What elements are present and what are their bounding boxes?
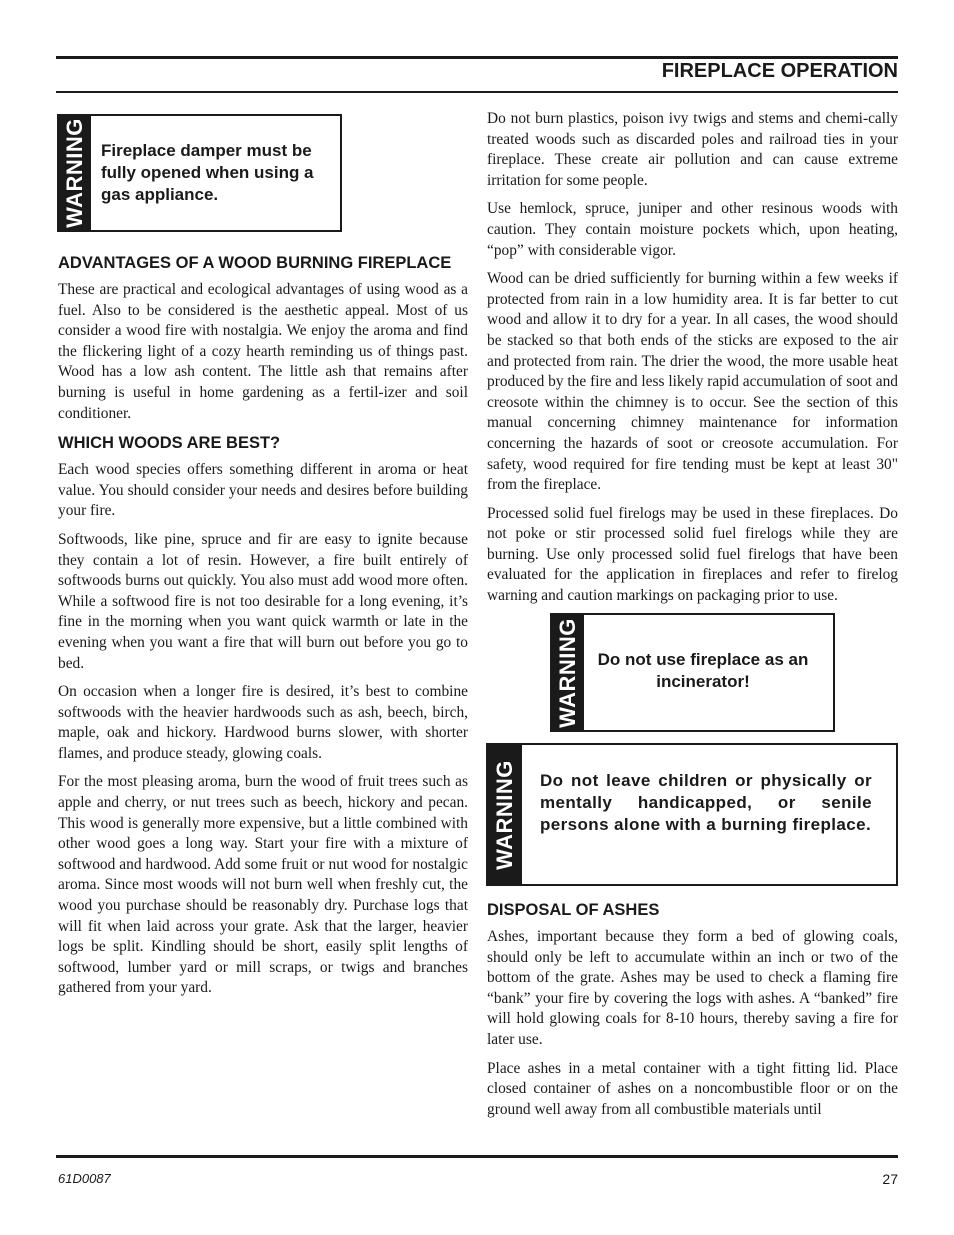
left-column	[58, 252, 468, 1007]
footer-rule	[56, 1155, 898, 1158]
paragraph-advantages: These are practical and ecological advantages of using wood as a fuel. Also to be considered is the aesthetic appeal. Most of us consider a wood fire with nostalgia. We enjoy the aroma and find the flickering light of a cozy hearth reminding us of things past. Wood has a low ash content. The little ash that remains after burning is useful in home gardening as a fertil-izer and soil conditioner.	[58, 281, 468, 422]
heading-which-woods: WHICH WOODS ARE BEST?	[58, 434, 281, 453]
paragraph-woods-intro: Each wood species offers something different in aroma or heat value. You should consider your needs and desires before building your fire.	[58, 461, 468, 520]
warning-box-incinerator	[550, 613, 835, 732]
header-bottom-rule	[56, 91, 898, 93]
paragraph-aroma: For the most pleasing aroma, burn the wood of fruit trees such as apple and cherry, or nut trees such as beech, hickory and pecan. This wood is generally more expensive, but a little combined with other wood goes a long way. Start your fire with a mixture of softwood and hardwood. Add some fruit or nut wood for nostalgic aroma. Since most woods will not burn well when freshly cut, the wood you purchase should be reasonably dry. Purchase logs that will fit when laid across your grate. Ask that the larger, heavier logs be split. Kindling should be short, easily split lengths of softwood, lumber yard or mill scraps, or twigs and branches gathered from your yard.	[58, 773, 468, 997]
heading-disposal-of-ashes: DISPOSAL OF ASHES	[487, 901, 660, 919]
warning-text-children: Do not leave children or physically or mentally handicapped, or senile persons alone with a burning fireplace.	[540, 771, 872, 834]
heading-advantages: ADVANTAGES OF A WOOD BURNING FIREPLACE	[58, 254, 452, 272]
paragraph-softwoods: Softwoods, like pine, spruce and fir are easy to ignite because they contain a lot of resin. However, a fire built entirely of softwoods burns out quickly. You also must add wood more often. While a softwood fire is not too desirable for a long evening, it’s fine in the morning when you want quick warmth or late in the evening when you want a fire that will burn out before you go to bed.	[58, 530, 468, 672]
page-title: FIREPLACE OPERATION	[661, 60, 898, 82]
paragraph-ashes-bed: Ashes, important because they form a bed of glowing coals, should only be left to accumulate within an inch or two of the bottom of the grate. Ashes may be used to check a flaming fire “bank” your fire by covering the logs with ashes. A “banked” fire will hold glowing coals for 8-10 hours, thereby saving a fire for later use.	[487, 928, 898, 1048]
warning-tab-label: WARNING	[62, 118, 88, 228]
warning-tab-label: WARNING	[555, 617, 581, 728]
document-number: 61D0087	[58, 1171, 111, 1186]
page-number: 27	[882, 1171, 898, 1187]
paragraph-plastics: Do not burn plastics, poison ivy twigs and stems and chemi-cally treated woods such as discarded poles and railroad ties in your fireplace. These create air pollution and can cause extreme irritation for some people.	[487, 110, 898, 189]
warning-tab	[59, 116, 91, 230]
right-column-bottom	[487, 899, 898, 1128]
warning-text-damper: Fireplace damper must be fully opened when using a gas appliance.	[101, 141, 314, 204]
warning-box-damper	[57, 114, 342, 232]
header-top-rule	[56, 56, 898, 59]
warning-box-children	[486, 743, 898, 886]
paragraph-ashes-container: Place ashes in a metal container with a tight fitting lid. Place closed container of ashes on a noncombustible floor or on the ground well away from all combustible materials until	[487, 1059, 898, 1118]
warning-tab	[552, 615, 584, 730]
warning-tab-label: WARNING	[492, 759, 518, 870]
paragraph-hardwoods: On occasion when a longer fire is desired, it’s best to combine softwoods with the heavier hardwoods such as ash, beech, birch, maple, oak and hickory. Hardwood burns slower, with shorter flames, and produce steady, glowing coals.	[58, 683, 468, 762]
right-column-top	[487, 109, 898, 615]
paragraph-drying: Wood can be dried sufficiently for burning within a few weeks if protected from rain in a low humidity area. It is far better to cut wood and allow it to dry for a year. In all cases, the wood should be stacked so that both ends of the sticks are exposed to the air and protected from rain. The drier the wood, the more usable heat produced by the fire and less likely rapid accumulation of soot and creosote within the chimney is to occur. See the section of this manual concerning chimney maintenance for information concerning the hazards of soot or creosote accumulation. For safety, wood required for fire tending must be kept at least 30" from the fireplace.	[487, 270, 898, 494]
paragraph-hemlock: Use hemlock, spruce, juniper and other resinous woods with caution. They contain moisture pockets which, upon heating, “pop” with considerable vigor.	[487, 200, 898, 259]
warning-text-incinerator: Do not use fireplace as an incinerator!	[597, 650, 809, 691]
paragraph-firelogs: Processed solid fuel firelogs may be used in these fireplaces. Do not poke or stir processed solid fuel firelogs while they are burning. Use only processed solid fuel firelogs that have been evaluated for the application in fireplaces and refer to firelog warning and caution markings on packaging prior to use.	[487, 504, 898, 605]
warning-tab	[488, 745, 522, 884]
